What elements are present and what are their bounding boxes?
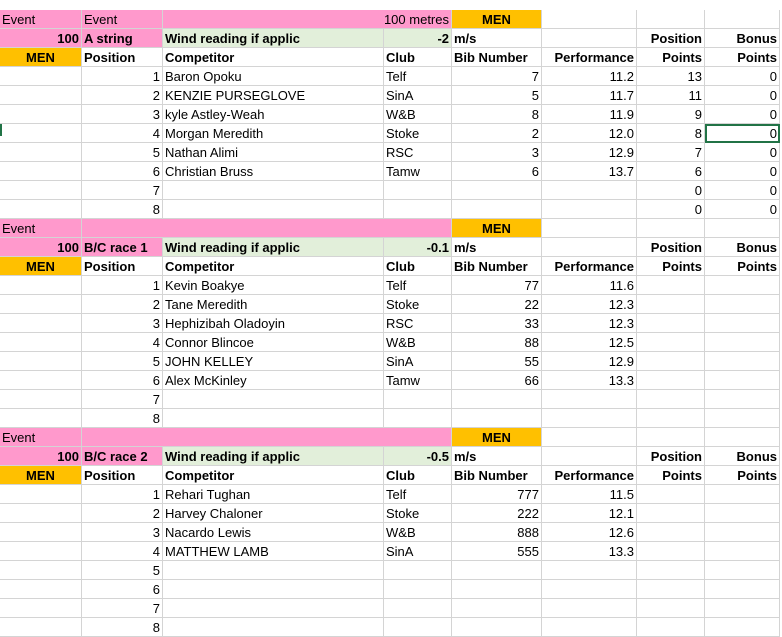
wind-value[interactable]: -0.1 [384, 238, 452, 257]
performance-cell[interactable]: 12.0 [542, 124, 637, 143]
event-number[interactable]: 100 [0, 447, 82, 466]
empty-cell[interactable] [705, 428, 780, 447]
club-cell[interactable] [384, 580, 452, 599]
wind-value[interactable]: -0.5 [384, 447, 452, 466]
empty-cell[interactable] [0, 162, 82, 181]
performance-cell[interactable]: 13.3 [542, 371, 637, 390]
bib-cell[interactable] [452, 618, 542, 637]
competitor-cell[interactable] [163, 561, 384, 580]
event-label[interactable]: Event [0, 10, 82, 29]
position-cell[interactable]: 3 [82, 105, 163, 124]
row-marker [0, 124, 2, 136]
performance-cell[interactable] [542, 409, 637, 428]
empty-cell[interactable] [0, 333, 82, 352]
header-performance[interactable]: Performance [542, 257, 637, 276]
bib-cell[interactable]: 777 [452, 485, 542, 504]
performance-cell[interactable] [542, 200, 637, 219]
position-cell[interactable]: 6 [82, 580, 163, 599]
competitor-cell[interactable]: Baron Opoku [163, 67, 384, 86]
competitor-cell[interactable]: Connor Blincoe [163, 333, 384, 352]
bib-cell[interactable] [452, 599, 542, 618]
wind-unit[interactable]: m/s [452, 238, 542, 257]
wind-unit[interactable]: m/s [452, 447, 542, 466]
club-cell[interactable]: Stoke [384, 124, 452, 143]
empty-cell[interactable] [0, 86, 82, 105]
gender-tag[interactable]: MEN [452, 428, 542, 447]
empty-cell[interactable] [542, 447, 637, 466]
header-bib-number[interactable]: Bib Number [452, 257, 542, 276]
bonus-points-cell[interactable] [705, 485, 780, 504]
empty-cell[interactable] [0, 181, 82, 200]
event-number[interactable]: 100 [0, 29, 82, 48]
club-cell[interactable]: Tamw [384, 162, 452, 181]
bonus-points-cell[interactable] [705, 523, 780, 542]
club-cell[interactable]: Stoke [384, 295, 452, 314]
bib-cell[interactable]: 888 [452, 523, 542, 542]
competitor-cell[interactable]: Kevin Boakye [163, 276, 384, 295]
header-bonus-points-top[interactable]: Bonus [705, 447, 780, 466]
bonus-points-cell[interactable] [705, 504, 780, 523]
header-position[interactable]: Position [82, 466, 163, 485]
bonus-points-cell[interactable] [705, 276, 780, 295]
performance-cell[interactable]: 11.7 [542, 86, 637, 105]
club-cell[interactable]: RSC [384, 314, 452, 333]
men-label[interactable]: MEN [0, 257, 82, 276]
position-cell[interactable]: 2 [82, 504, 163, 523]
position-cell[interactable]: 2 [82, 86, 163, 105]
bib-cell[interactable]: 7 [452, 67, 542, 86]
bib-cell[interactable]: 5 [452, 86, 542, 105]
club-cell[interactable] [384, 200, 452, 219]
club-cell[interactable]: RSC [384, 143, 452, 162]
bonus-points-cell[interactable] [705, 599, 780, 618]
header-position[interactable]: Position [82, 48, 163, 67]
empty-cell[interactable] [0, 352, 82, 371]
wind-label[interactable]: Wind reading if applic [163, 29, 384, 48]
empty-cell[interactable] [0, 485, 82, 504]
bonus-points-cell[interactable]: 0 [705, 162, 780, 181]
empty-cell[interactable] [0, 276, 82, 295]
header-performance[interactable]: Performance [542, 466, 637, 485]
competitor-cell[interactable] [163, 618, 384, 637]
position-points-cell[interactable] [637, 371, 705, 390]
bonus-points-cell[interactable]: 0 [705, 181, 780, 200]
empty-cell[interactable] [0, 124, 82, 143]
bonus-points-cell[interactable] [705, 314, 780, 333]
position-cell[interactable]: 3 [82, 523, 163, 542]
competitor-cell[interactable]: Morgan Meredith [163, 124, 384, 143]
position-cell[interactable]: 4 [82, 333, 163, 352]
bonus-points-cell[interactable] [705, 352, 780, 371]
event-distance[interactable]: 100 metres [163, 10, 452, 29]
empty-cell[interactable] [0, 295, 82, 314]
position-cell[interactable]: 6 [82, 371, 163, 390]
empty-cell[interactable] [0, 105, 82, 124]
competitor-cell[interactable]: Tane Meredith [163, 295, 384, 314]
position-points-cell[interactable] [637, 352, 705, 371]
bonus-points-cell[interactable] [705, 371, 780, 390]
header-position-points-top[interactable]: Position [637, 238, 705, 257]
empty-cell[interactable] [542, 10, 637, 29]
performance-cell[interactable]: 11.2 [542, 67, 637, 86]
header-performance[interactable]: Performance [542, 48, 637, 67]
bonus-points-cell[interactable] [705, 580, 780, 599]
header-competitor[interactable]: Competitor [163, 48, 384, 67]
event-title-fill[interactable] [82, 219, 452, 238]
position-points-cell[interactable]: 7 [637, 143, 705, 162]
position-cell[interactable]: 3 [82, 314, 163, 333]
header-bonus-points[interactable]: Points [705, 466, 780, 485]
position-cell[interactable]: 1 [82, 67, 163, 86]
wind-label[interactable]: Wind reading if applic [163, 238, 384, 257]
bib-cell[interactable] [452, 409, 542, 428]
competitor-cell[interactable] [163, 409, 384, 428]
position-cell[interactable]: 5 [82, 561, 163, 580]
competitor-cell[interactable] [163, 200, 384, 219]
empty-cell[interactable] [0, 580, 82, 599]
position-points-cell[interactable] [637, 276, 705, 295]
empty-cell[interactable] [637, 428, 705, 447]
position-cell[interactable]: 2 [82, 295, 163, 314]
bib-cell[interactable] [452, 580, 542, 599]
bib-cell[interactable] [452, 181, 542, 200]
performance-cell[interactable]: 12.3 [542, 314, 637, 333]
empty-cell[interactable] [0, 504, 82, 523]
competitor-cell[interactable]: Alex McKinley [163, 371, 384, 390]
bib-cell[interactable]: 66 [452, 371, 542, 390]
performance-cell[interactable]: 12.1 [542, 504, 637, 523]
competitor-cell[interactable]: kyle Astley-Weah [163, 105, 384, 124]
wind-value[interactable]: -2 [384, 29, 452, 48]
performance-cell[interactable] [542, 580, 637, 599]
bib-cell[interactable]: 2 [452, 124, 542, 143]
bonus-points-cell[interactable]: 0 [705, 67, 780, 86]
performance-cell[interactable]: 13.7 [542, 162, 637, 181]
bib-cell[interactable]: 88 [452, 333, 542, 352]
wind-label[interactable]: Wind reading if applic [163, 447, 384, 466]
bib-cell[interactable] [452, 561, 542, 580]
event-number[interactable]: 100 [0, 238, 82, 257]
club-cell[interactable]: Telf [384, 276, 452, 295]
empty-cell[interactable] [542, 219, 637, 238]
club-cell[interactable] [384, 390, 452, 409]
club-cell[interactable]: W&B [384, 333, 452, 352]
position-points-cell[interactable] [637, 485, 705, 504]
position-points-cell[interactable] [637, 523, 705, 542]
position-points-cell[interactable]: 11 [637, 86, 705, 105]
empty-cell[interactable] [0, 618, 82, 637]
header-bonus-points[interactable]: Points [705, 257, 780, 276]
performance-cell[interactable] [542, 618, 637, 637]
men-label[interactable]: MEN [0, 466, 82, 485]
competitor-cell[interactable]: Rehari Tughan [163, 485, 384, 504]
competitor-cell[interactable] [163, 599, 384, 618]
header-club[interactable]: Club [384, 48, 452, 67]
position-points-cell[interactable]: 0 [637, 200, 705, 219]
position-cell[interactable]: 1 [82, 485, 163, 504]
event-title-fill[interactable] [82, 428, 452, 447]
club-cell[interactable]: Telf [384, 67, 452, 86]
bib-cell[interactable]: 33 [452, 314, 542, 333]
empty-cell[interactable] [0, 523, 82, 542]
performance-cell[interactable]: 12.6 [542, 523, 637, 542]
bib-cell[interactable]: 6 [452, 162, 542, 181]
gender-tag[interactable]: MEN [452, 219, 542, 238]
empty-cell[interactable] [542, 29, 637, 48]
performance-cell[interactable]: 11.9 [542, 105, 637, 124]
competitor-cell[interactable]: Christian Bruss [163, 162, 384, 181]
performance-cell[interactable] [542, 390, 637, 409]
competitor-cell[interactable]: Nathan Alimi [163, 143, 384, 162]
header-bib-number[interactable]: Bib Number [452, 466, 542, 485]
position-cell[interactable]: 4 [82, 542, 163, 561]
header-bib-number[interactable]: Bib Number [452, 48, 542, 67]
competitor-cell[interactable]: Nacardo Lewis [163, 523, 384, 542]
position-cell[interactable]: 7 [82, 181, 163, 200]
header-position[interactable]: Position [82, 257, 163, 276]
header-position-points[interactable]: Points [637, 466, 705, 485]
bib-cell[interactable]: 77 [452, 276, 542, 295]
performance-cell[interactable]: 12.3 [542, 295, 637, 314]
bib-cell[interactable]: 555 [452, 542, 542, 561]
empty-cell[interactable] [0, 542, 82, 561]
club-cell[interactable]: Tamw [384, 371, 452, 390]
header-bonus-points-top[interactable]: Bonus [705, 238, 780, 257]
club-cell[interactable]: SinA [384, 86, 452, 105]
bib-cell[interactable]: 3 [452, 143, 542, 162]
position-cell[interactable]: 5 [82, 352, 163, 371]
empty-cell[interactable] [637, 10, 705, 29]
bonus-points-cell[interactable] [705, 542, 780, 561]
club-cell[interactable] [384, 599, 452, 618]
position-cell[interactable]: 7 [82, 390, 163, 409]
bib-cell[interactable]: 55 [452, 352, 542, 371]
performance-cell[interactable] [542, 561, 637, 580]
competitor-cell[interactable]: Harvey Chaloner [163, 504, 384, 523]
competitor-cell[interactable]: JOHN KELLEY [163, 352, 384, 371]
club-cell[interactable]: SinA [384, 352, 452, 371]
performance-cell[interactable]: 13.3 [542, 542, 637, 561]
header-competitor[interactable]: Competitor [163, 466, 384, 485]
bib-cell[interactable]: 22 [452, 295, 542, 314]
position-cell[interactable]: 8 [82, 409, 163, 428]
performance-cell[interactable]: 12.5 [542, 333, 637, 352]
empty-cell[interactable] [0, 143, 82, 162]
bonus-points-cell[interactable] [705, 561, 780, 580]
performance-cell[interactable] [542, 181, 637, 200]
bib-cell[interactable]: 8 [452, 105, 542, 124]
bonus-points-cell[interactable] [705, 618, 780, 637]
empty-cell[interactable] [0, 314, 82, 333]
club-cell[interactable] [384, 561, 452, 580]
wind-unit[interactable]: m/s [452, 29, 542, 48]
empty-cell[interactable] [0, 200, 82, 219]
position-points-cell[interactable]: 6 [637, 162, 705, 181]
competitor-cell[interactable] [163, 580, 384, 599]
position-cell[interactable]: 4 [82, 124, 163, 143]
empty-cell[interactable] [542, 428, 637, 447]
bonus-points-cell[interactable]: 0 [705, 200, 780, 219]
bonus-points-cell[interactable] [705, 295, 780, 314]
position-points-cell[interactable] [637, 618, 705, 637]
gender-tag[interactable]: MEN [452, 10, 542, 29]
position-points-cell[interactable] [637, 542, 705, 561]
performance-cell[interactable]: 11.5 [542, 485, 637, 504]
empty-cell[interactable] [637, 219, 705, 238]
club-cell[interactable]: W&B [384, 523, 452, 542]
position-points-cell[interactable] [637, 580, 705, 599]
bib-cell[interactable]: 222 [452, 504, 542, 523]
empty-cell[interactable] [0, 599, 82, 618]
competitor-cell[interactable] [163, 181, 384, 200]
club-cell[interactable]: SinA [384, 542, 452, 561]
header-bonus-points[interactable]: Points [705, 48, 780, 67]
position-points-cell[interactable] [637, 295, 705, 314]
header-club[interactable]: Club [384, 466, 452, 485]
event-label-secondary[interactable]: Event [82, 10, 163, 29]
position-cell[interactable]: 1 [82, 276, 163, 295]
position-points-cell[interactable] [637, 333, 705, 352]
competitor-cell[interactable]: MATTHEW LAMB [163, 542, 384, 561]
position-cell[interactable]: 8 [82, 618, 163, 637]
empty-cell[interactable] [542, 238, 637, 257]
position-cell[interactable]: 8 [82, 200, 163, 219]
header-position-points-top[interactable]: Position [637, 447, 705, 466]
empty-cell[interactable] [705, 10, 780, 29]
bonus-points-cell[interactable] [705, 409, 780, 428]
race-name[interactable]: A string [82, 29, 163, 48]
empty-cell[interactable] [0, 561, 82, 580]
position-points-cell[interactable]: 0 [637, 181, 705, 200]
event-label[interactable]: Event [0, 428, 82, 447]
event-label[interactable]: Event [0, 219, 82, 238]
competitor-cell[interactable]: KENZIE PURSEGLOVE [163, 86, 384, 105]
header-bonus-points-top[interactable]: Bonus [705, 29, 780, 48]
header-position-points[interactable]: Points [637, 257, 705, 276]
position-points-cell[interactable]: 8 [637, 124, 705, 143]
bonus-points-cell[interactable]: 0 [705, 143, 780, 162]
bonus-points-cell[interactable]: 0 [705, 105, 780, 124]
position-points-cell[interactable] [637, 599, 705, 618]
club-cell[interactable]: Stoke [384, 504, 452, 523]
empty-cell[interactable] [0, 409, 82, 428]
position-points-cell[interactable] [637, 314, 705, 333]
club-cell[interactable] [384, 409, 452, 428]
position-cell[interactable]: 7 [82, 599, 163, 618]
club-cell[interactable] [384, 618, 452, 637]
performance-cell[interactable] [542, 599, 637, 618]
club-cell[interactable] [384, 181, 452, 200]
position-points-cell[interactable] [637, 561, 705, 580]
bonus-points-cell[interactable] [705, 333, 780, 352]
header-position-points[interactable]: Points [637, 48, 705, 67]
bonus-points-cell[interactable]: 0 [705, 86, 780, 105]
position-points-cell[interactable]: 9 [637, 105, 705, 124]
position-points-cell[interactable]: 13 [637, 67, 705, 86]
bib-cell[interactable] [452, 200, 542, 219]
position-cell[interactable]: 6 [82, 162, 163, 181]
header-competitor[interactable]: Competitor [163, 257, 384, 276]
competitor-cell[interactable]: Hephizibah Oladoyin [163, 314, 384, 333]
club-cell[interactable]: Telf [384, 485, 452, 504]
position-cell[interactable]: 5 [82, 143, 163, 162]
header-position-points-top[interactable]: Position [637, 29, 705, 48]
performance-cell[interactable]: 11.6 [542, 276, 637, 295]
men-label[interactable]: MEN [0, 48, 82, 67]
bonus-points-cell[interactable]: 0 [705, 124, 780, 143]
position-points-cell[interactable] [637, 390, 705, 409]
position-points-cell[interactable] [637, 504, 705, 523]
race-name[interactable]: B/C race 2 [82, 447, 163, 466]
bib-cell[interactable] [452, 390, 542, 409]
position-points-cell[interactable] [637, 409, 705, 428]
empty-cell[interactable] [0, 371, 82, 390]
header-club[interactable]: Club [384, 257, 452, 276]
empty-cell[interactable] [0, 390, 82, 409]
club-cell[interactable]: W&B [384, 105, 452, 124]
bonus-points-cell[interactable] [705, 390, 780, 409]
performance-cell[interactable]: 12.9 [542, 143, 637, 162]
competitor-cell[interactable] [163, 390, 384, 409]
race-name[interactable]: B/C race 1 [82, 238, 163, 257]
empty-cell[interactable] [0, 67, 82, 86]
performance-cell[interactable]: 12.9 [542, 352, 637, 371]
empty-cell[interactable] [705, 219, 780, 238]
